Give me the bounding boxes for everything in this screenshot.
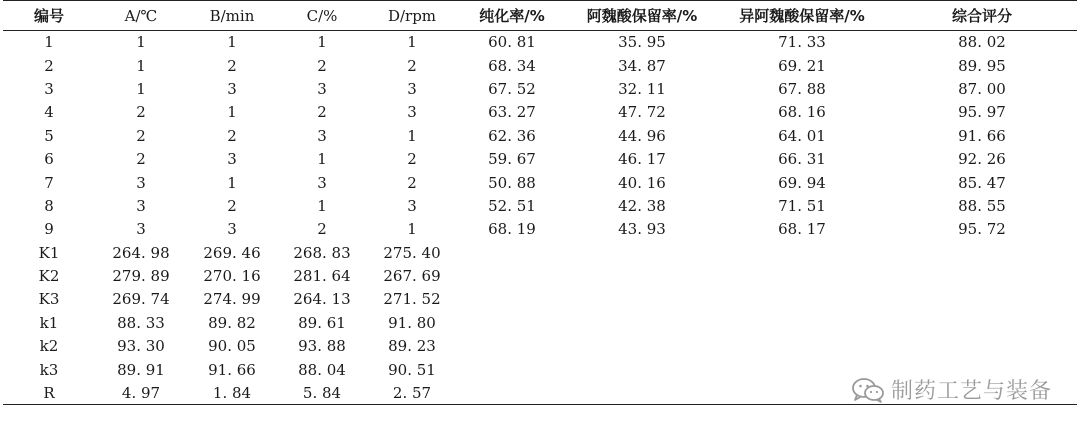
- cell-b: 1: [227, 103, 237, 122]
- cell-d: 1: [407, 220, 417, 239]
- cell-id: k2: [39, 337, 59, 356]
- cell-ferulic-retention: [567, 288, 717, 311]
- cell-d: 2. 57: [367, 381, 457, 404]
- header-cell-composite-score: 综合评分: [887, 1, 1077, 31]
- cell-isoferulic-retention: 66. 31: [778, 150, 826, 169]
- cell-b: 1: [227, 33, 237, 52]
- cell-ferulic-retention: 43. 93: [618, 220, 666, 239]
- cell-b: 1. 84: [187, 381, 277, 404]
- cell-c: 1: [317, 196, 327, 215]
- cell-isoferulic-retention: 68. 17: [778, 220, 826, 239]
- cell-b: 3: [227, 220, 237, 239]
- cell-purification-rate: 68. 19: [488, 220, 536, 239]
- table-row: [3, 335, 1077, 358]
- cell-c: 2: [317, 103, 327, 122]
- cell-b: 3: [227, 79, 237, 98]
- cell-composite-score: [887, 335, 1077, 358]
- cell-a: 269. 74: [112, 290, 170, 309]
- cell-id: R: [3, 381, 95, 404]
- cell-c: 2: [317, 56, 327, 75]
- orthogonal-test-table: [3, 0, 1077, 405]
- table-row: [3, 77, 1077, 100]
- cell-id: 2: [44, 56, 54, 75]
- cell-d: 2: [407, 56, 417, 75]
- cell-composite-score: 85. 47: [958, 173, 1006, 192]
- cell-c: 281. 64: [293, 267, 351, 286]
- cell-b: 269. 46: [203, 243, 261, 262]
- cell-b: 90. 05: [208, 337, 256, 356]
- cell-purification-rate: 50. 88: [488, 173, 536, 192]
- table-row: [3, 101, 1077, 124]
- cell-c: 3: [317, 173, 327, 192]
- cell-purification-rate: [457, 311, 567, 334]
- header-cell-purification-rate: 纯化率/%: [457, 1, 567, 31]
- table-row: [3, 124, 1077, 147]
- table-header-row: [3, 1, 1077, 31]
- table-body: [3, 31, 1077, 405]
- cell-composite-score: 92. 26: [958, 150, 1006, 169]
- cell-purification-rate: 68. 34: [488, 56, 536, 75]
- cell-d: 3: [407, 103, 417, 122]
- cell-composite-score: 91. 66: [958, 126, 1006, 145]
- cell-c: 268. 83: [293, 243, 351, 262]
- cell-purification-rate: [457, 288, 567, 311]
- cell-id: 4: [44, 103, 54, 122]
- cell-d: 2: [407, 150, 417, 169]
- cell-a: 3: [136, 196, 146, 215]
- cell-ferulic-retention: [567, 241, 717, 264]
- cell-c: 88. 04: [298, 360, 346, 379]
- cell-id: 9: [44, 220, 54, 239]
- cell-a: 2: [136, 150, 146, 169]
- cell-c: 1: [317, 150, 327, 169]
- cell-a: 2: [136, 103, 146, 122]
- cell-d: 271. 52: [383, 290, 441, 309]
- cell-composite-score: 88. 55: [958, 196, 1006, 215]
- cell-d: 275. 40: [383, 243, 441, 262]
- cell-a: 3: [136, 220, 146, 239]
- cell-id: k1: [39, 313, 59, 332]
- cell-isoferulic-retention: 68. 16: [778, 103, 826, 122]
- cell-ferulic-retention: 47. 72: [618, 103, 666, 122]
- cell-c: 264. 13: [293, 290, 351, 309]
- cell-a: 4. 97: [95, 381, 187, 404]
- cell-id: 6: [44, 150, 54, 169]
- cell-ferulic-retention: 35. 95: [618, 33, 666, 52]
- cell-a: 1: [136, 33, 146, 52]
- cell-ferulic-retention: [567, 264, 717, 287]
- cell-b: 89. 82: [208, 313, 256, 332]
- cell-isoferulic-retention: [717, 288, 887, 311]
- cell-a: 264. 98: [112, 243, 170, 262]
- cell-purification-rate: [457, 358, 567, 381]
- cell-b: 2: [227, 56, 237, 75]
- cell-c: 3: [317, 126, 327, 145]
- cell-isoferulic-retention: [717, 311, 887, 334]
- cell-isoferulic-retention: 69. 94: [778, 173, 826, 192]
- cell-composite-score: 95. 72: [958, 220, 1006, 239]
- cell-id: 1: [44, 33, 54, 52]
- table-row: [3, 218, 1077, 241]
- cell-ferulic-retention: 34. 87: [618, 56, 666, 75]
- cell-isoferulic-retention: 69. 21: [778, 56, 826, 75]
- cell-ferulic-retention: 44. 96: [618, 126, 666, 145]
- header-cell-c: C/%: [277, 1, 367, 31]
- cell-d: 267. 69: [383, 267, 441, 286]
- cell-composite-score: 88. 02: [958, 33, 1006, 52]
- cell-purification-rate: 59. 67: [488, 150, 536, 169]
- cell-purification-rate: 67. 52: [488, 79, 536, 98]
- cell-isoferulic-retention: 67. 88: [778, 79, 826, 98]
- cell-composite-score: [887, 241, 1077, 264]
- cell-a: 93. 30: [117, 337, 165, 356]
- cell-purification-rate: 63. 27: [488, 103, 536, 122]
- header-cell-ferulic-retention: 阿魏酸保留率/%: [567, 1, 717, 31]
- cell-id: 8: [44, 196, 54, 215]
- cell-composite-score: 95. 97: [958, 103, 1006, 122]
- wechat-icon: [851, 377, 885, 403]
- cell-purification-rate: 60. 81: [488, 33, 536, 52]
- cell-b: 2: [227, 126, 237, 145]
- table-row: [3, 54, 1077, 77]
- cell-b: 270. 16: [203, 267, 261, 286]
- cell-d: 90. 51: [388, 360, 436, 379]
- cell-b: 274. 99: [203, 290, 261, 309]
- header-cell-id: 编号: [3, 1, 95, 31]
- cell-c: 5. 84: [277, 381, 367, 404]
- cell-ferulic-retention: 42. 38: [618, 196, 666, 215]
- cell-ferulic-retention: 46. 17: [618, 150, 666, 169]
- cell-composite-score: 89. 95: [958, 56, 1006, 75]
- cell-composite-score: [887, 311, 1077, 334]
- table-row: [3, 288, 1077, 311]
- cell-composite-score: [887, 264, 1077, 287]
- cell-purification-rate: [457, 381, 567, 404]
- cell-b: 2: [227, 196, 237, 215]
- cell-id: 5: [44, 126, 54, 145]
- cell-id: k3: [39, 360, 59, 379]
- cell-purification-rate: [457, 264, 567, 287]
- cell-c: 2: [317, 220, 327, 239]
- cell-b: 91. 66: [208, 360, 256, 379]
- table-row: [3, 311, 1077, 334]
- cell-a: 3: [136, 173, 146, 192]
- cell-d: 3: [407, 79, 417, 98]
- cell-composite-score: 87. 00: [958, 79, 1006, 98]
- cell-ferulic-retention: 32. 11: [618, 79, 666, 98]
- watermark-text: 制药工艺与装备: [890, 379, 1052, 404]
- cell-c: 89. 61: [298, 313, 346, 332]
- cell-id: 7: [44, 173, 54, 192]
- cell-d: 3: [407, 196, 417, 215]
- watermark: [851, 374, 1052, 405]
- cell-c: 93. 88: [298, 337, 346, 356]
- cell-ferulic-retention: [567, 311, 717, 334]
- cell-isoferulic-retention: 71. 51: [778, 196, 826, 215]
- table-row: [3, 147, 1077, 170]
- cell-a: 2: [136, 126, 146, 145]
- cell-d: 2: [407, 173, 417, 192]
- cell-purification-rate: 52. 51: [488, 196, 536, 215]
- cell-id: K3: [38, 290, 60, 309]
- cell-isoferulic-retention: [717, 335, 887, 358]
- cell-ferulic-retention: [567, 358, 717, 381]
- cell-purification-rate: [457, 241, 567, 264]
- table-row: [3, 194, 1077, 217]
- cell-a: 1: [136, 56, 146, 75]
- cell-isoferulic-retention: [717, 241, 887, 264]
- cell-isoferulic-retention: 71. 33: [778, 33, 826, 52]
- cell-ferulic-retention: [567, 335, 717, 358]
- cell-id: K2: [38, 267, 60, 286]
- cell-isoferulic-retention: [717, 264, 887, 287]
- cell-d: 1: [407, 33, 417, 52]
- cell-purification-rate: [457, 335, 567, 358]
- cell-a: 89. 91: [117, 360, 165, 379]
- cell-composite-score: [887, 288, 1077, 311]
- table-row: [3, 241, 1077, 264]
- table-row: [3, 264, 1077, 287]
- header-cell-a: A/℃: [95, 1, 187, 31]
- cell-a: 1: [136, 79, 146, 98]
- cell-d: 89. 23: [388, 337, 436, 356]
- cell-b: 1: [227, 173, 237, 192]
- cell-d: 1: [407, 126, 417, 145]
- cell-purification-rate: 62. 36: [488, 126, 536, 145]
- cell-c: 3: [317, 79, 327, 98]
- table-row: [3, 171, 1077, 194]
- header-cell-isoferulic-retention: 异阿魏酸保留率/%: [717, 1, 887, 31]
- cell-a: 279. 89: [112, 267, 170, 286]
- cell-id: 3: [44, 79, 54, 98]
- cell-d: 91. 80: [388, 313, 436, 332]
- cell-b: 3: [227, 150, 237, 169]
- header-cell-d: D/rpm: [367, 1, 457, 31]
- header-cell-b: B/min: [187, 1, 277, 31]
- cell-ferulic-retention: [567, 381, 717, 404]
- cell-id: K1: [38, 243, 60, 262]
- cell-a: 88. 33: [117, 313, 165, 332]
- cell-isoferulic-retention: 64. 01: [778, 126, 826, 145]
- cell-c: 1: [317, 33, 327, 52]
- table-row: [3, 31, 1077, 54]
- cell-ferulic-retention: 40. 16: [618, 173, 666, 192]
